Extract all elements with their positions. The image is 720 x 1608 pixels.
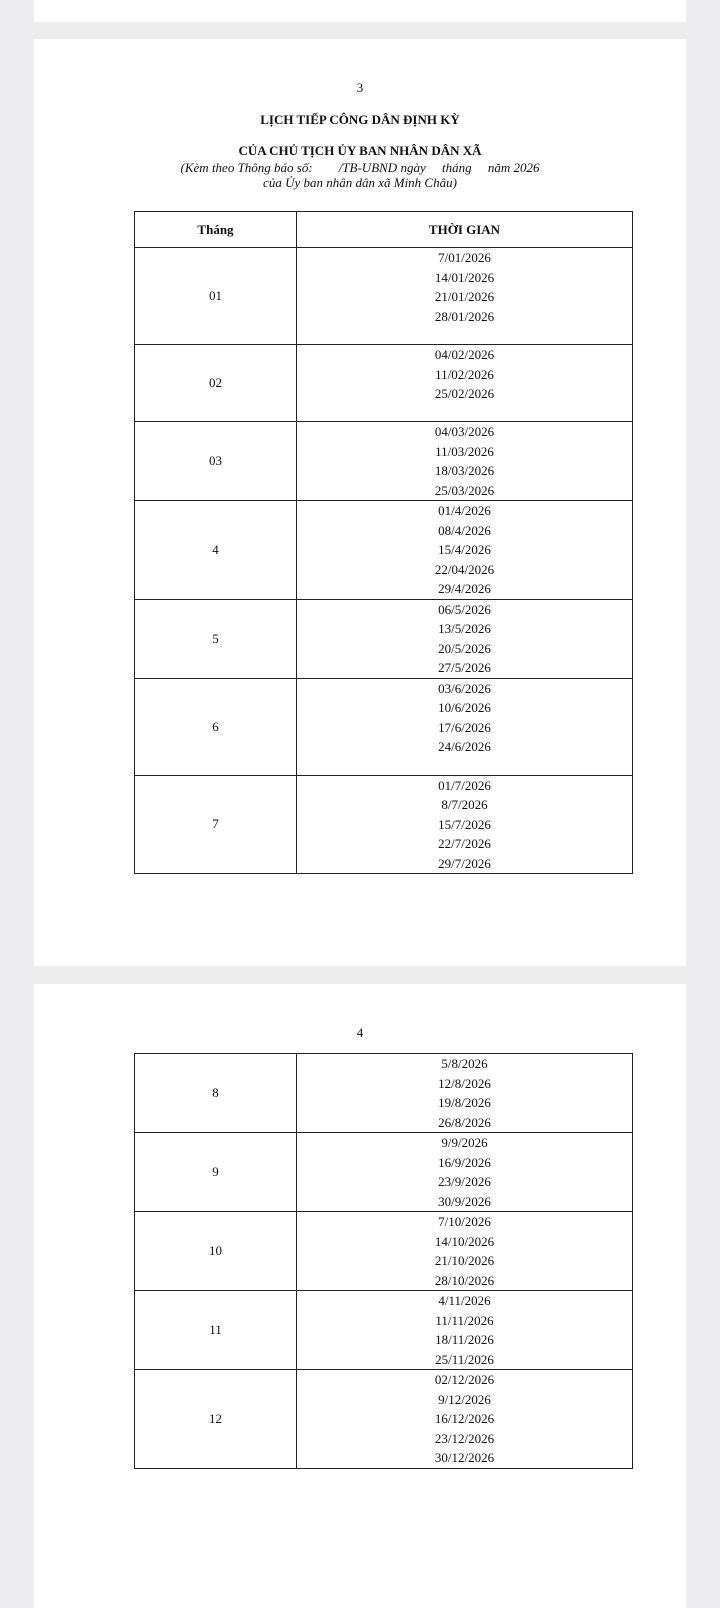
date-entry: 12/8/2026 xyxy=(438,1075,491,1091)
dates-cell xyxy=(297,501,633,600)
date-entry: 22/7/2026 xyxy=(438,836,491,851)
document-subtitle: CỦA CHỦ TỊCH ỦY BAN NHÂN DÂN XÃ xyxy=(238,143,482,158)
dates-cell xyxy=(297,1133,633,1212)
date-entry: 03/6/2026 xyxy=(438,680,491,696)
table-row xyxy=(135,1054,633,1133)
date-entry: 04/03/2026 xyxy=(434,424,495,439)
schedule-rows-page-4 xyxy=(135,1054,633,1469)
date-entry: 23/12/2026 xyxy=(434,1430,495,1446)
table-row xyxy=(135,1133,633,1212)
date-entry: 13/5/2026 xyxy=(438,621,491,636)
date-entry: 08/4/2026 xyxy=(438,522,491,538)
date-entry: 28/01/2026 xyxy=(434,308,495,324)
date-entry: 02/12/2026 xyxy=(434,1372,495,1387)
dates-cell xyxy=(297,1370,633,1469)
date-entry: 01/7/2026 xyxy=(438,777,491,793)
dates-cell xyxy=(297,248,633,345)
header-time: THỜI GIAN xyxy=(297,212,633,248)
date-entry: 11/02/2026 xyxy=(435,366,494,382)
date-entry: 28/10/2026 xyxy=(434,1272,495,1288)
table-row xyxy=(135,422,633,501)
date-entry: 16/9/2026 xyxy=(438,1154,491,1170)
table-row xyxy=(135,1291,633,1370)
date-entry: 26/8/2026 xyxy=(438,1114,491,1130)
schedule-rows-page-3 xyxy=(135,248,633,874)
schedule-table-page-4 xyxy=(134,1053,633,1469)
header-month: Tháng xyxy=(135,212,297,248)
table-row xyxy=(135,678,633,775)
dates-cell xyxy=(297,599,633,678)
month-cell: 5 xyxy=(135,599,297,678)
dates-cell xyxy=(297,422,633,501)
date-entry: 25/03/2026 xyxy=(434,482,495,498)
date-entry: 4/11/2026 xyxy=(438,1293,491,1308)
date-entry: 17/6/2026 xyxy=(438,719,491,735)
month-cell: 8 xyxy=(135,1054,297,1133)
date-entry: 16/12/2026 xyxy=(434,1411,495,1426)
page-number: 4 xyxy=(356,1025,364,1040)
date-entry: 06/5/2026 xyxy=(438,601,491,617)
date-entry: 5/8/2026 xyxy=(441,1056,488,1071)
dates-cell xyxy=(297,1054,633,1133)
month-cell: 10 xyxy=(135,1212,297,1291)
date-entry: 11/03/2026 xyxy=(435,443,494,459)
previous-page-bottom xyxy=(34,0,686,22)
date-entry: 11/11/2026 xyxy=(435,1312,494,1328)
attachment-note-text: (Kèm theo Thông báo số: /TB-UBND ngày tháng năm 2026 xyxy=(180,160,540,175)
attachment-note-line2: của Ủy ban nhân dân xã Minh Châu) xyxy=(263,175,457,190)
dates-cell xyxy=(297,775,633,874)
month-cell: 03 xyxy=(135,422,297,501)
date-entry: 04/02/2026 xyxy=(434,347,495,362)
month-cell: 7 xyxy=(135,775,297,874)
table-row xyxy=(135,501,633,600)
date-entry: 7/01/2026 xyxy=(438,250,491,265)
page-number: 3 xyxy=(356,80,364,95)
date-entry: 29/7/2026 xyxy=(438,855,491,871)
month-cell: 12 xyxy=(135,1370,297,1469)
date-entry: 23/9/2026 xyxy=(438,1174,491,1189)
date-entry: 14/10/2026 xyxy=(434,1233,495,1249)
date-entry: 9/9/2026 xyxy=(441,1135,488,1150)
document-title: LỊCH TIẾP CÔNG DÂN ĐỊNH KỲ xyxy=(260,112,460,127)
month-cell: 01 xyxy=(135,248,297,345)
date-entry: 30/12/2026 xyxy=(434,1450,495,1465)
dates-cell xyxy=(297,345,633,422)
table-row xyxy=(135,1370,633,1469)
month-cell: 9 xyxy=(135,1133,297,1212)
month-cell: 4 xyxy=(135,501,297,600)
date-entry: 25/11/2026 xyxy=(435,1351,494,1367)
table-row xyxy=(135,775,633,874)
document-page-3 xyxy=(34,39,686,966)
date-entry: 15/4/2026 xyxy=(438,542,491,557)
date-entry: 9/12/2026 xyxy=(438,1391,491,1407)
date-entry: 30/9/2026 xyxy=(438,1193,491,1209)
date-entry: 22/04/2026 xyxy=(434,561,495,577)
date-entry: 20/5/2026 xyxy=(438,640,491,656)
table-row xyxy=(135,599,633,678)
date-entry: 8/7/2026 xyxy=(441,797,488,812)
table-header-row xyxy=(135,212,633,248)
date-entry: 21/10/2026 xyxy=(434,1253,495,1268)
dates-cell xyxy=(297,678,633,775)
table-row xyxy=(135,345,633,422)
dates-cell xyxy=(297,1212,633,1291)
month-cell: 6 xyxy=(135,678,297,775)
date-entry: 7/10/2026 xyxy=(438,1214,491,1229)
date-entry: 10/6/2026 xyxy=(438,700,491,715)
date-entry: 18/11/2026 xyxy=(435,1332,494,1347)
date-entry: 25/02/2026 xyxy=(434,386,495,401)
date-entry: 29/4/2026 xyxy=(438,581,491,596)
date-entry: 21/01/2026 xyxy=(434,289,495,304)
document-page-4 xyxy=(34,984,686,1608)
attachment-note-line1 xyxy=(34,160,686,175)
table-row xyxy=(135,1212,633,1291)
date-entry: 14/01/2026 xyxy=(434,269,495,285)
date-entry: 24/6/2026 xyxy=(438,739,491,754)
date-entry: 19/8/2026 xyxy=(438,1095,491,1110)
month-cell: 02 xyxy=(135,345,297,422)
table-row xyxy=(135,248,633,345)
date-entry: 27/5/2026 xyxy=(438,660,491,675)
month-cell: 11 xyxy=(135,1291,297,1370)
date-entry: 01/4/2026 xyxy=(438,503,491,518)
date-entry: 15/7/2026 xyxy=(438,816,491,832)
schedule-table-page-3 xyxy=(134,211,633,874)
dates-cell xyxy=(297,1291,633,1370)
date-entry: 18/03/2026 xyxy=(434,463,495,478)
